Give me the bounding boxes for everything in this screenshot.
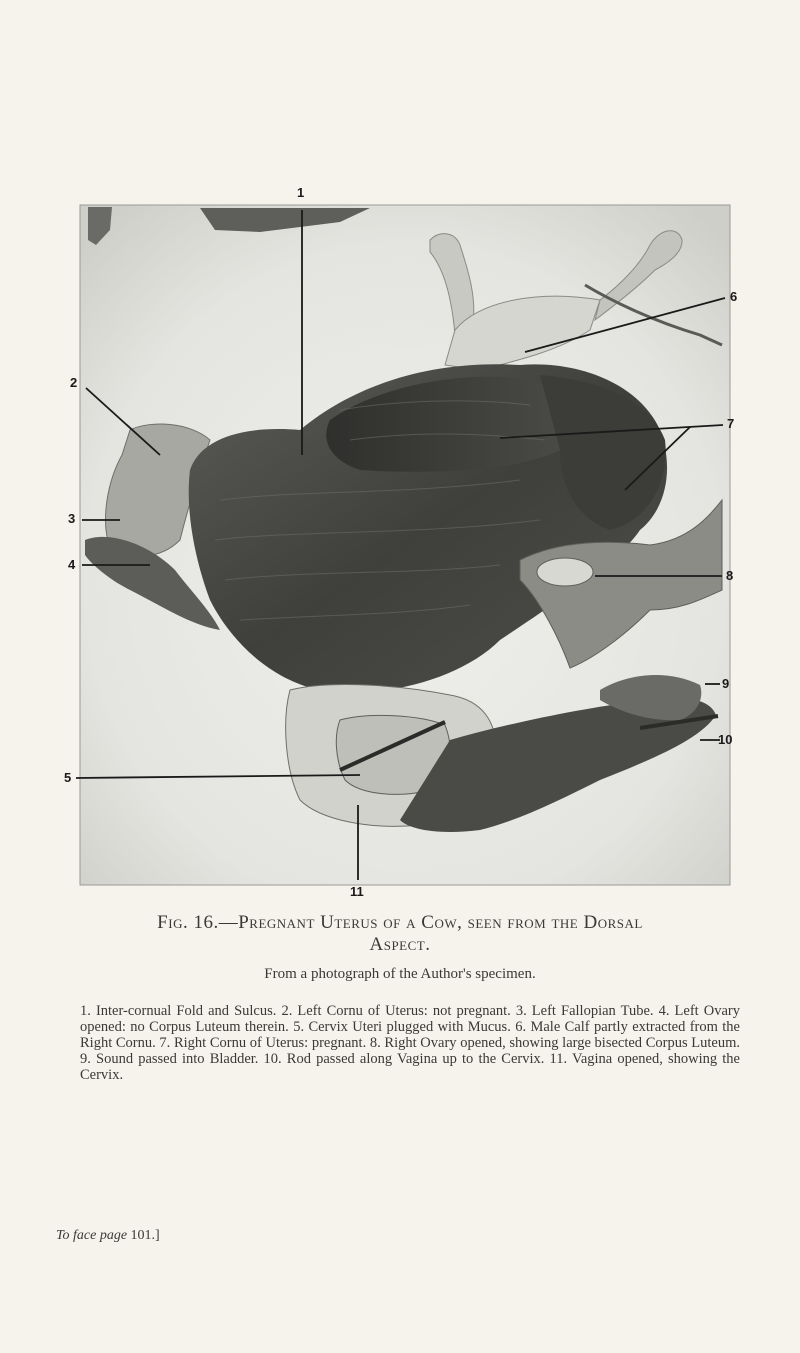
callout-6: 6: [730, 289, 738, 304]
callout-7: 7: [727, 416, 735, 431]
figure-title: [60, 912, 740, 956]
callout-5: 5: [64, 770, 72, 785]
callout-3: 3: [68, 511, 76, 526]
callout-8: 8: [726, 568, 734, 583]
callout-11: 11: [350, 884, 364, 899]
facing-page-number: 101.]: [130, 1228, 160, 1243]
facing-page-label: To face page: [56, 1228, 128, 1243]
callout-2: 2: [70, 375, 78, 390]
callout-4: 4: [68, 557, 76, 572]
figure-legend: 1. Inter-cornual Fold and Sulcus. 2. Left Cornu of Uterus: not pregnant. 3. Left Fallopian Tube. 4. Left Ovary opened: no Corpus Luteum therein. 5. Cervix Uteri plugged with Mucus. 6. Male Calf partly extracted from the Right Cornu. 7. Right Cornu of Uterus: pregnant. 8. Right Ovary opened, showing large bisected Corpus Luteum. 9. Sound passed into Bladder. 10. Rod passed along Vagina up to the Cervix. 11. Vagina opened, showing the Cervix.: [80, 1003, 740, 1083]
callout-1: 1: [297, 185, 305, 200]
figure-source: From a photograph of the Author's specimen.: [264, 966, 536, 982]
callout-9: 9: [722, 676, 730, 691]
figure-title-line-1: Fig. 16.—Pregnant Uterus of a Cow, seen from the Dorsal: [157, 912, 643, 933]
figure-title-line-2: Aspect.: [369, 934, 431, 955]
facing-page-note: [56, 1228, 160, 1244]
callout-10: 10: [718, 732, 733, 747]
right-ovary: [537, 558, 593, 586]
